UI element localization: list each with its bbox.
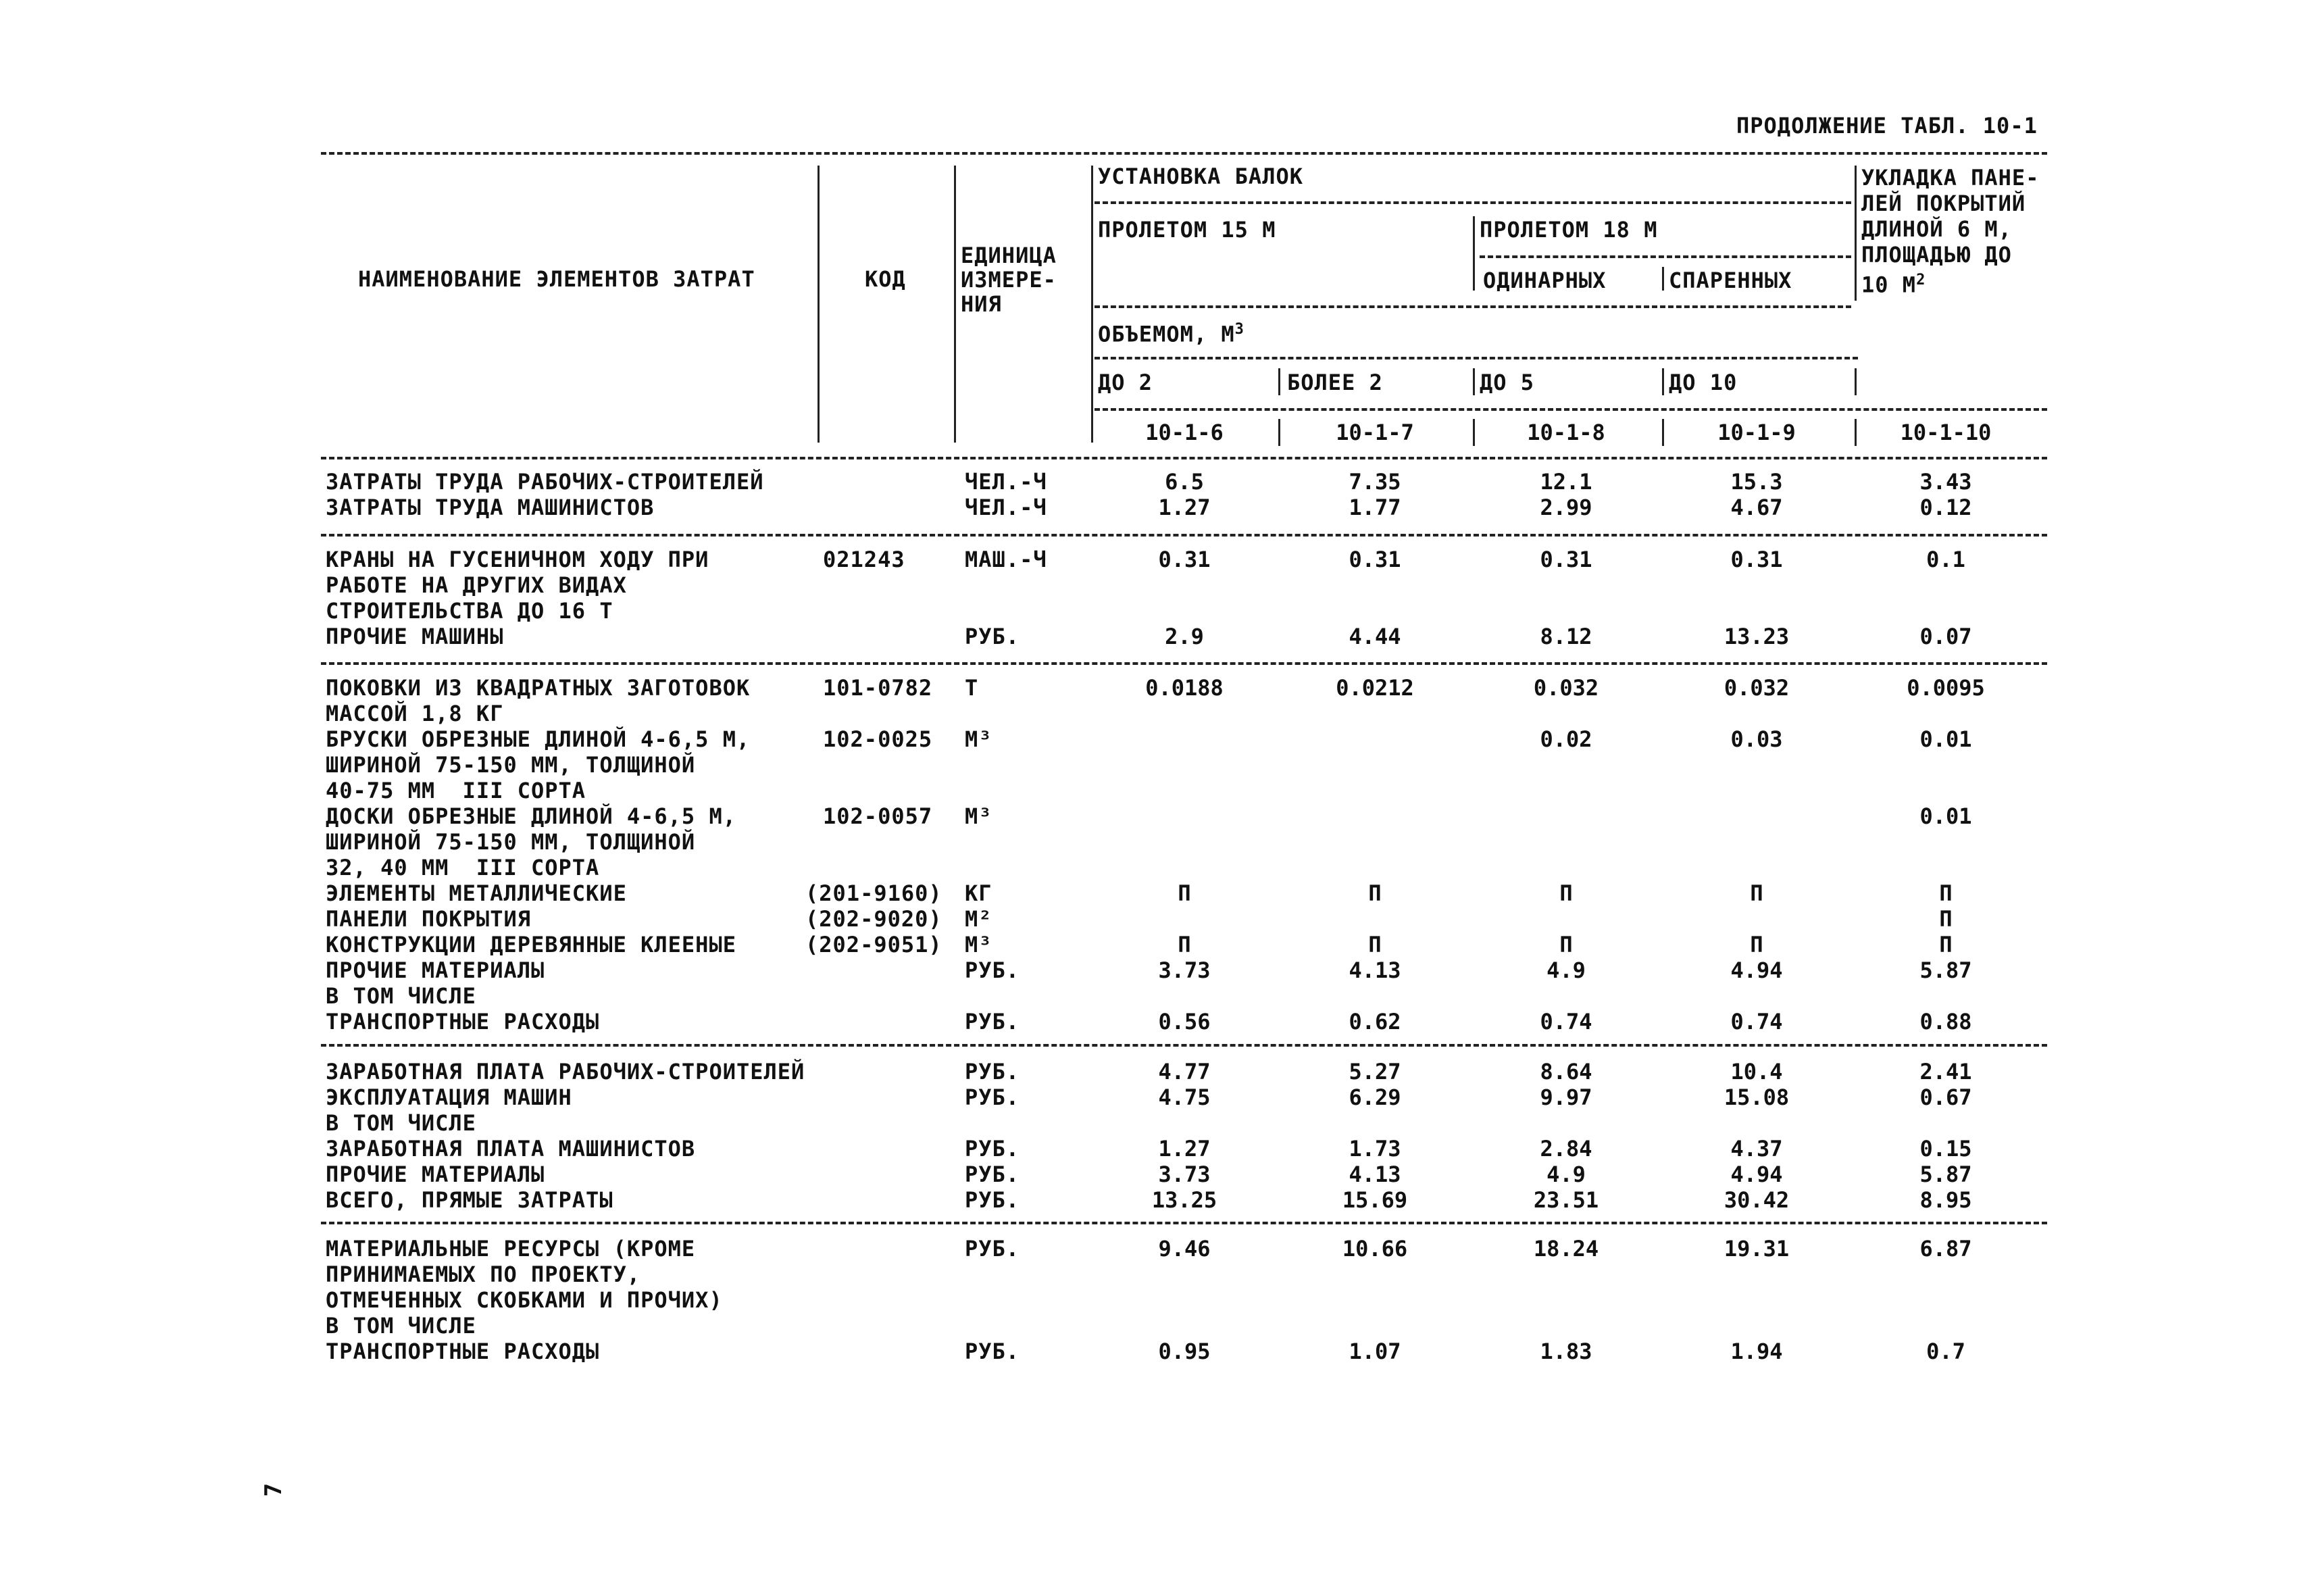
row-name: ЗАРАБОТНАЯ ПЛАТА МАШИНИСТОВ [326,1136,696,1162]
row-value: 2.99 [1540,495,1592,520]
row-value: 15.3 [1730,469,1783,495]
row-value: 12.1 [1540,469,1592,495]
row-value: П [1750,932,1763,957]
row-value: 0.62 [1349,1009,1401,1034]
col-separator [1662,419,1664,446]
row-code: 102-0057 [823,803,933,829]
row-name: ЭЛЕМЕНТЫ МЕТАЛЛИЧЕСКИЕ [326,880,627,906]
row-code: 021243 [823,547,905,572]
row-name: В ТОМ ЧИСЛЕ [326,1110,476,1136]
header-v4: ДО 10 [1669,370,1738,395]
row-value: 10.66 [1342,1236,1408,1262]
row-name: ОТМЕЧЕННЫХ СКОБКАМИ И ПРОЧИХ) [326,1287,723,1313]
row-value: 4.9 [1546,957,1586,983]
row-value: 3.43 [1919,469,1972,495]
row-value: П [1750,880,1763,906]
row-value: П [1178,880,1191,906]
row-value: 0.67 [1919,1084,1972,1110]
row-unit: РУБ. [965,957,1020,983]
row-value: П [1939,932,1953,957]
row-unit: ЧЕЛ.-Ч [965,495,1047,520]
row-value: 1.73 [1349,1136,1401,1162]
row-unit: РУБ. [965,1162,1020,1187]
row-code: (202-9020) [805,906,942,932]
row-value: 0.31 [1540,547,1592,572]
header-unit: НИЯ [961,291,1002,317]
row-name: ПРИНИМАЕМЫХ ПО ПРОЕКТУ, [326,1262,641,1287]
row-value: 0.31 [1158,547,1211,572]
row-value: 5.87 [1919,1162,1972,1187]
row-name: КРАНЫ НА ГУСЕНИЧНОМ ХОДУ ПРИ [326,547,709,572]
row-value: 6.5 [1165,469,1204,495]
row-unit: Т [965,675,979,701]
row-value: 13.23 [1724,624,1790,649]
header-unit: ЕДИНИЦА [961,243,1057,268]
row-name: В ТОМ ЧИСЛЕ [326,983,476,1009]
row-name: ВСЕГО, ПРЯМЫЕ ЗАТРАТЫ [326,1187,613,1213]
row-name: ТРАНСПОРТНЫЕ РАСХОДЫ [326,1009,600,1034]
row-value: 0.03 [1730,726,1783,752]
col-separator [1662,267,1664,291]
header-rule [1095,357,1858,359]
row-value: 3.73 [1158,957,1211,983]
row-value: 1.27 [1158,495,1211,520]
header-span18: ПРОЛЕТОМ 18 М [1480,217,1658,243]
row-value: 15.69 [1342,1187,1408,1213]
col-code-2: 10-1-7 [1336,420,1414,445]
row-value: П [1559,880,1573,906]
header-group-b: ДЛИНОЙ 6 М, [1861,216,2012,242]
row-value: 4.13 [1349,957,1401,983]
row-value: 8.12 [1540,624,1592,649]
row-name: СТРОИТЕЛЬСТВА ДО 16 Т [326,598,613,624]
row-name: ШИРИНОЙ 75-150 ММ, ТОЛЩИНОЙ [326,752,696,778]
row-value: 4.94 [1730,957,1783,983]
header-rule [1095,408,2047,411]
table-caption: ПРОДОЛЖЕНИЕ ТАБЛ. 10-1 [1736,113,2038,139]
row-unit: М³ [965,726,992,752]
row-name: БРУСКИ ОБРЕЗНЫЕ ДЛИНОЙ 4-6,5 М, [326,726,751,752]
row-value: 0.0188 [1145,675,1224,701]
row-value: 4.37 [1730,1136,1783,1162]
header-rule [1480,255,1851,258]
col-separator [954,166,956,443]
row-value: П [1368,932,1382,957]
row-unit: М³ [965,932,992,957]
col-separator [1855,166,1857,301]
header-unit: ИЗМЕРЕ- [961,267,1057,293]
row-value: 0.07 [1919,624,1972,649]
header-group-b: ЛЕЙ ПОКРЫТИЙ [1861,191,2026,216]
row-name: РАБОТЕ НА ДРУГИХ ВИДАХ [326,572,627,598]
header-group-a: УСТАНОВКА БАЛОК [1098,164,1303,189]
row-value: 0.15 [1919,1136,1972,1162]
row-value: П [1559,932,1573,957]
row-name: ЗАРАБОТНАЯ ПЛАТА РАБОЧИХ-СТРОИТЕЛЕЙ [326,1059,805,1084]
row-name: ДОСКИ ОБРЕЗНЫЕ ДЛИНОЙ 4-6,5 М, [326,803,736,829]
col-code-5: 10-1-10 [1900,420,1992,445]
row-value: 0.0095 [1907,675,1985,701]
row-name: ШИРИНОЙ 75-150 ММ, ТОЛЩИНОЙ [326,829,696,855]
row-unit: РУБ. [965,1136,1020,1162]
row-unit: М³ [965,803,992,829]
row-value: 18.24 [1533,1236,1599,1262]
row-code: 101-0782 [823,675,933,701]
row-unit: КГ [965,880,992,906]
row-value: 7.35 [1349,469,1401,495]
row-value: 1.94 [1730,1339,1783,1364]
row-value: 15.08 [1724,1084,1790,1110]
header-paired: СПАРЕННЫХ [1669,268,1792,293]
row-value: 0.95 [1158,1339,1211,1364]
col-code-1: 10-1-6 [1145,420,1224,445]
row-value: 0.02 [1540,726,1592,752]
row-name: ПРОЧИЕ МАТЕРИАЛЫ [326,1162,545,1187]
row-value: 23.51 [1533,1187,1599,1213]
row-unit: РУБ. [965,624,1020,649]
col-separator [1278,368,1280,395]
row-value: 1.77 [1349,495,1401,520]
row-name: КОНСТРУКЦИИ ДЕРЕВЯННЫЕ КЛЕЕНЫЕ [326,932,736,957]
header-group-b: 10 $М^2$ [1861,272,1926,298]
header-group-b: УКЛАДКА ПАНЕ- [1861,165,2040,191]
row-unit: РУБ. [965,1059,1020,1084]
section-rule [321,1044,2047,1047]
row-value: 0.032 [1533,675,1599,701]
row-value: 0.032 [1724,675,1790,701]
header-v3: ДО 5 [1480,370,1535,395]
row-value: 4.75 [1158,1084,1211,1110]
col-separator [1855,368,1857,395]
row-value: П [1368,880,1382,906]
header-code: КОД [865,266,906,292]
col-separator [1662,368,1664,395]
col-separator [1855,419,1857,446]
page-number: 7 [260,1482,288,1497]
row-unit: М² [965,906,992,932]
row-value: 1.27 [1158,1136,1211,1162]
col-separator [1473,419,1475,446]
row-value: 2.9 [1165,624,1204,649]
row-value: 1.83 [1540,1339,1592,1364]
row-value: 0.7 [1926,1339,1965,1364]
row-value: 0.0212 [1336,675,1414,701]
row-value: 2.84 [1540,1136,1592,1162]
row-value: 5.87 [1919,957,1972,983]
row-code: (201-9160) [805,880,942,906]
row-value: 3.73 [1158,1162,1211,1187]
row-value: 19.31 [1724,1236,1790,1262]
row-name: ПРОЧИЕ МАТЕРИАЛЫ [326,957,545,983]
row-value: 0.74 [1730,1009,1783,1034]
row-name: ЗАТРАТЫ ТРУДА МАШИНИСТОВ [326,495,655,520]
col-separator [1091,166,1093,443]
col-separator [1278,419,1280,446]
col-separator [1473,216,1475,291]
row-value: 30.42 [1724,1187,1790,1213]
row-value: П [1178,932,1191,957]
row-value: 4.9 [1546,1162,1586,1187]
header-rule [1095,305,1851,308]
row-value: 9.97 [1540,1084,1592,1110]
row-value: 5.27 [1349,1059,1401,1084]
row-value: 13.25 [1151,1187,1217,1213]
row-value: 0.74 [1540,1009,1592,1034]
row-value: 0.1 [1926,547,1965,572]
section-rule [321,534,2047,537]
col-code-4: 10-1-9 [1717,420,1796,445]
row-name: ПАНЕЛИ ПОКРЫТИЯ [326,906,531,932]
row-name: 32, 40 ММ III СОРТА [326,855,600,880]
row-name: 40-75 ММ III СОРТА [326,778,586,803]
row-value: 0.56 [1158,1009,1211,1034]
col-separator [818,166,820,443]
top-rule [321,152,2047,155]
row-name: ПРОЧИЕ МАШИНЫ [326,624,504,649]
row-value: 4.94 [1730,1162,1783,1187]
row-value: 8.64 [1540,1059,1592,1084]
row-value: 4.44 [1349,624,1401,649]
row-value: П [1939,906,1953,932]
header-rule [1095,201,1851,204]
row-value: 1.07 [1349,1339,1401,1364]
section-rule [321,662,2047,665]
row-name: МАССОЙ 1,8 КГ [326,701,504,726]
row-value: 4.67 [1730,495,1783,520]
row-value: 0.88 [1919,1009,1972,1034]
section-rule [321,1222,2047,1224]
header-span15: ПРОЛЕТОМ 15 М [1098,217,1276,243]
row-unit: РУБ. [965,1084,1020,1110]
row-value: 10.4 [1730,1059,1783,1084]
row-unit: РУБ. [965,1187,1020,1213]
header-single: ОДИНАРНЫХ [1483,268,1607,293]
row-value: 9.46 [1158,1236,1211,1262]
row-value: 0.01 [1919,726,1972,752]
header-bottom-rule [321,457,2047,459]
row-value: 0.31 [1730,547,1783,572]
header-volume: ОБЪЕМОМ, $М^3$ [1098,321,1244,347]
header-name: НАИМЕНОВАНИЕ ЭЛЕМЕНТОВ ЗАТРАТ [358,266,755,292]
row-code: (202-9051) [805,932,942,957]
header-v1: ДО 2 [1098,370,1153,395]
row-name: ЭКСПЛУАТАЦИЯ МАШИН [326,1084,572,1110]
row-unit: МАШ.-Ч [965,547,1047,572]
row-unit: РУБ. [965,1339,1020,1364]
row-value: 4.77 [1158,1059,1211,1084]
row-unit: ЧЕЛ.-Ч [965,469,1047,495]
row-value: 6.29 [1349,1084,1401,1110]
header-group-b: ПЛОЩАДЬЮ ДО [1861,242,2012,268]
row-code: 102-0025 [823,726,933,752]
col-separator [1473,368,1475,395]
row-value: 0.31 [1349,547,1401,572]
row-name: ПОКОВКИ ИЗ КВАДРАТНЫХ ЗАГОТОВОК [326,675,751,701]
row-name: В ТОМ ЧИСЛЕ [326,1313,476,1339]
row-value: 0.01 [1919,803,1972,829]
row-unit: РУБ. [965,1009,1020,1034]
col-code-3: 10-1-8 [1527,420,1605,445]
row-value: 8.95 [1919,1187,1972,1213]
row-value: 0.12 [1919,495,1972,520]
row-value: 4.13 [1349,1162,1401,1187]
row-value: П [1939,880,1953,906]
header-v2: БОЛЕЕ 2 [1287,370,1383,395]
row-name: ТРАНСПОРТНЫЕ РАСХОДЫ [326,1339,600,1364]
row-value: 6.87 [1919,1236,1972,1262]
row-name: МАТЕРИАЛЬНЫЕ РЕСУРСЫ (КРОМЕ [326,1236,696,1262]
row-value: 2.41 [1919,1059,1972,1084]
row-unit: РУБ. [965,1236,1020,1262]
row-name: ЗАТРАТЫ ТРУДА РАБОЧИХ-СТРОИТЕЛЕЙ [326,469,764,495]
